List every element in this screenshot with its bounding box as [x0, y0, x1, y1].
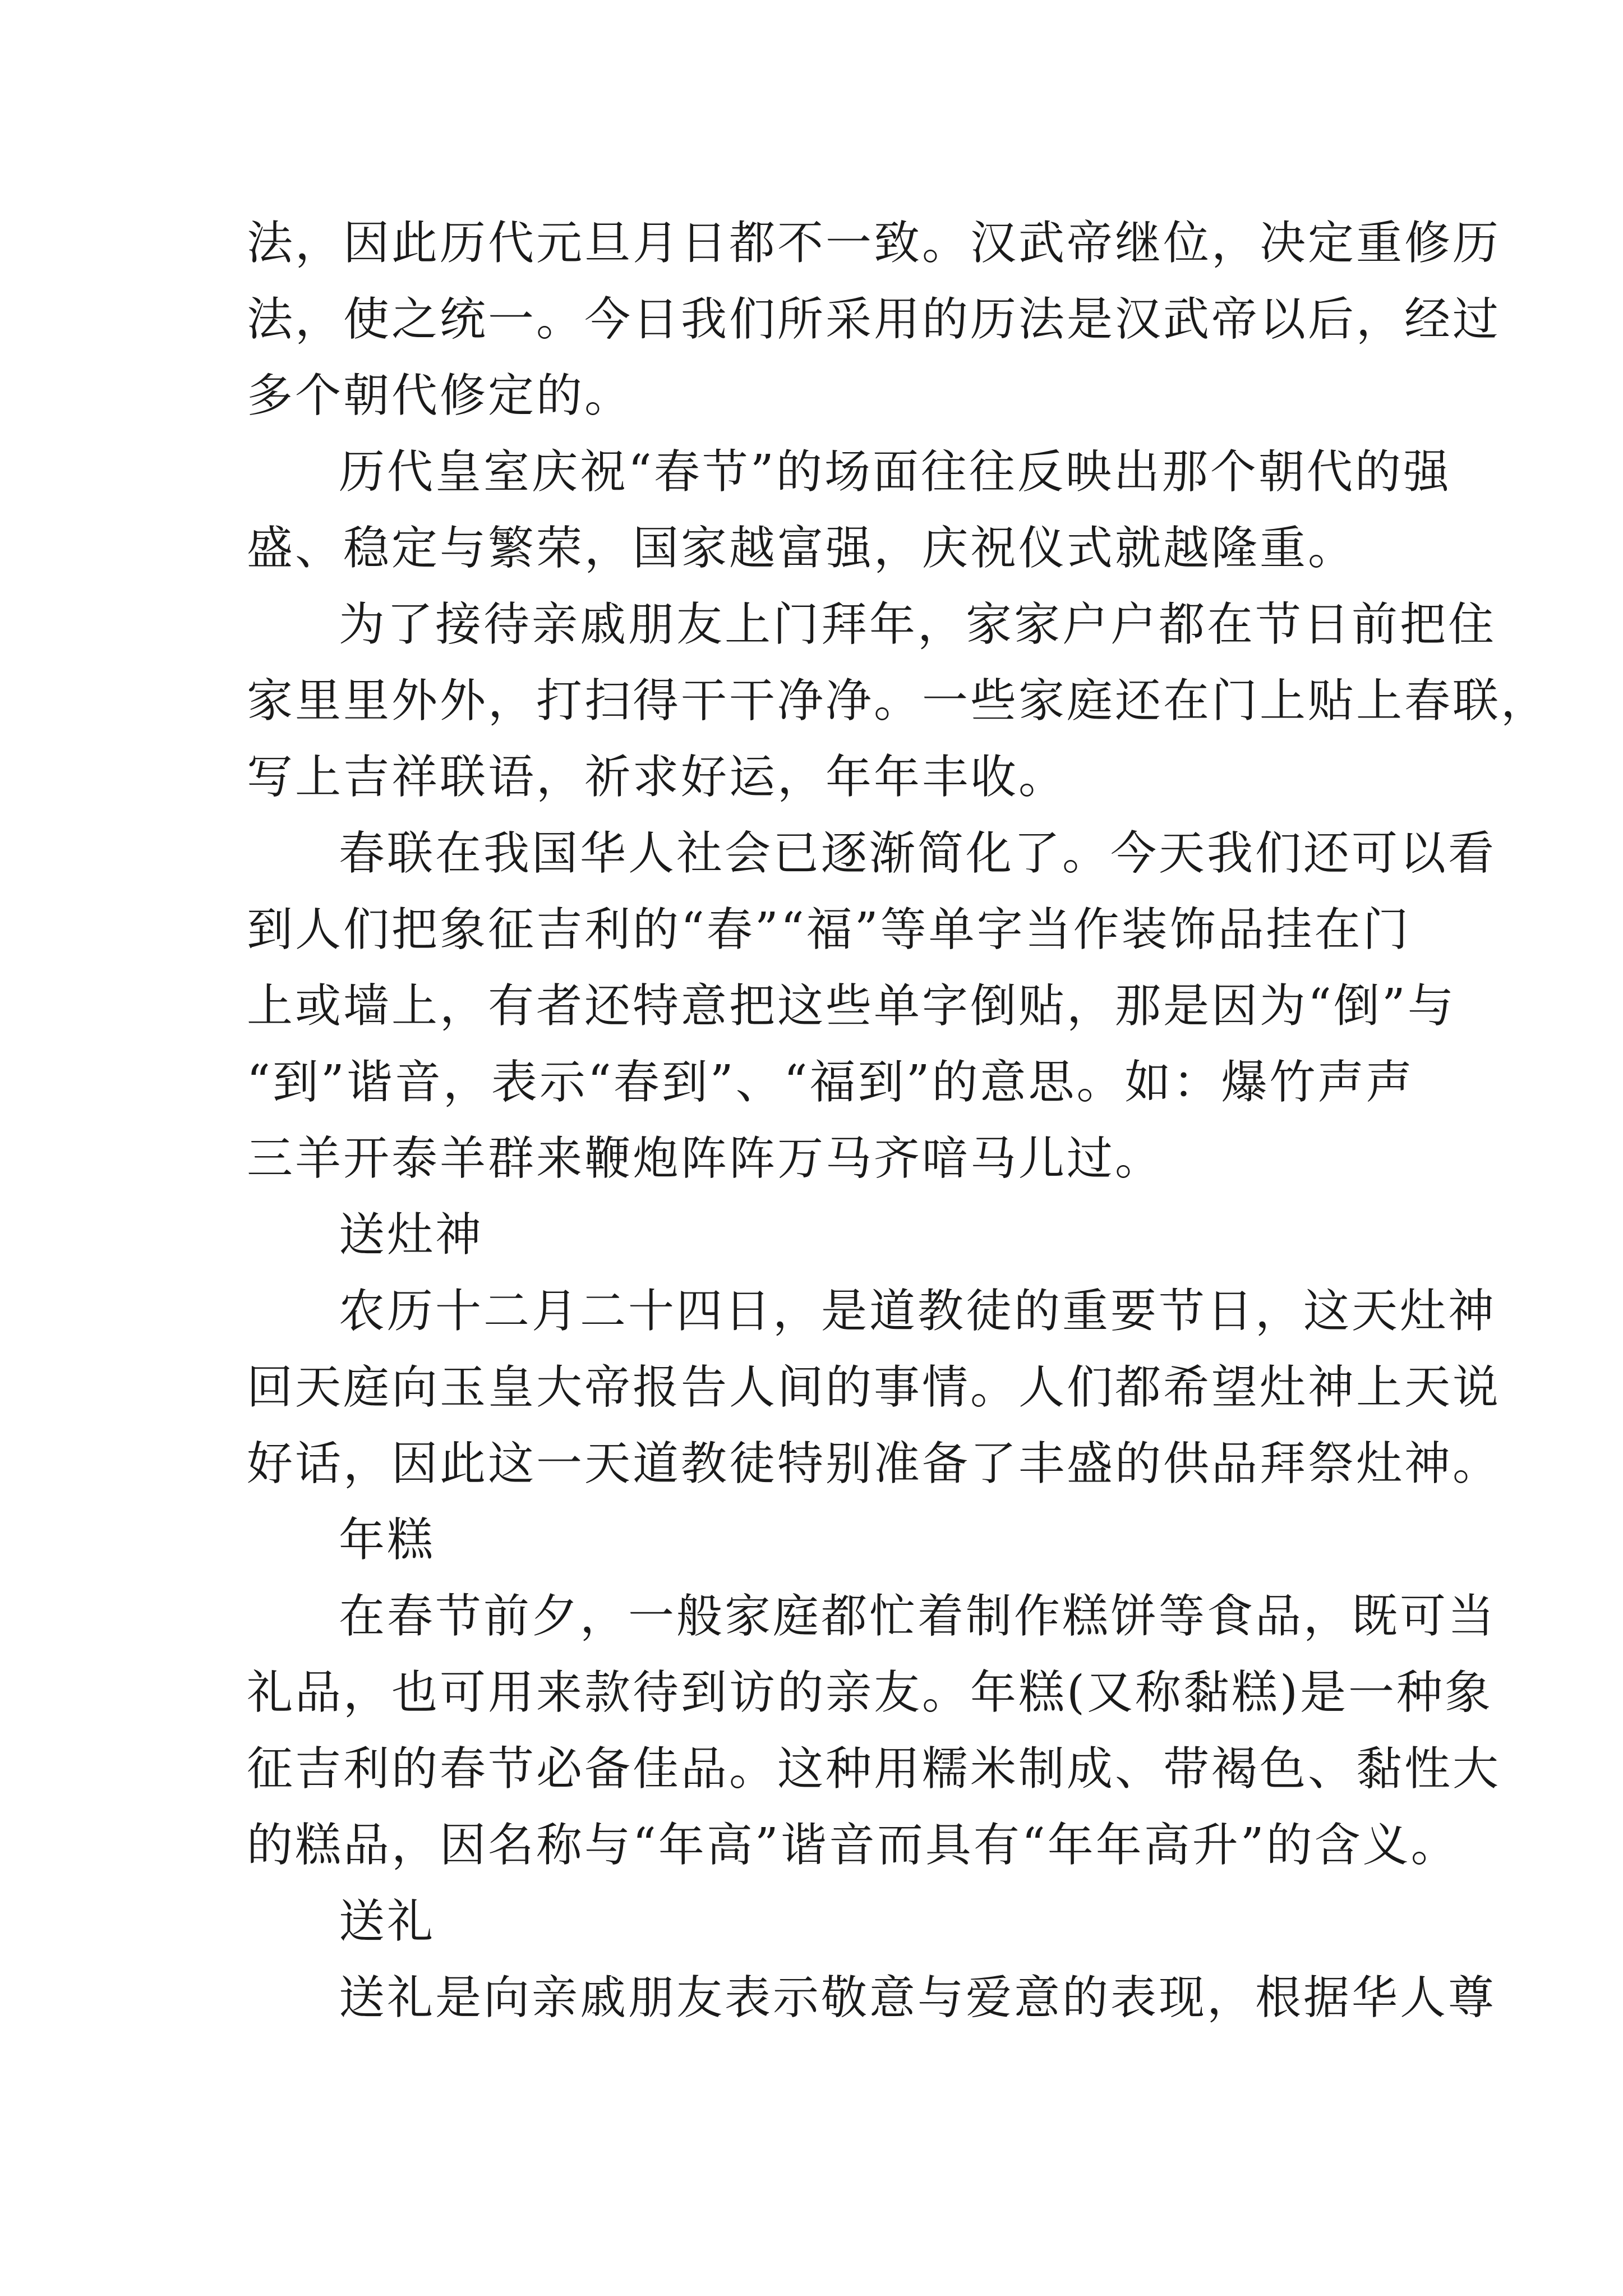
text-line: 回天庭向玉皇大帝报告人间的事情。人们都希望灶神上天说 [247, 1361, 1501, 1414]
text-line: “到”谐音，表示“春到”、“福到”的意思。如：爆竹声声 [247, 1056, 1414, 1109]
document-body [247, 205, 1550, 2036]
text-line: 礼品，也可用来款待到访的亲友。年糕(又称黏糕)是一种象 [247, 1666, 1493, 1719]
text-line: 多个朝代修定的。 [247, 369, 633, 422]
paragraph-first-line: 为了接待亲戚朋友上门拜年，家家户户都在节日前把住 [339, 598, 1497, 651]
text-line: 的糕品，因名称与“年高”谐音而具有“年年高升”的含义。 [247, 1819, 1459, 1872]
section-heading: 送灶神 [339, 1208, 484, 1262]
section-heading: 年糕 [339, 1513, 436, 1567]
paragraph-first-line: 春联在我国华人社会已逐渐简化了。今天我们还可以看 [339, 827, 1497, 880]
section-heading: 送礼 [339, 1895, 436, 1948]
text-line: 家里里外外，打扫得干干净净。一些家庭还在门上贴上春联， [247, 674, 1550, 728]
text-line: 法，使之统一。今日我们所采用的历法是汉武帝以后，经过 [247, 293, 1501, 346]
paragraph-first-line: 在春节前夕，一般家庭都忙着制作糕饼等食品，既可当 [339, 1590, 1497, 1643]
paragraph-first-line: 农历十二月二十四日，是道教徒的重要节日，这天灶神 [339, 1285, 1497, 1338]
text-line: 好话，因此这一天道教徒特别准备了丰盛的供品拜祭灶神。 [247, 1437, 1501, 1490]
text-line: 盛、稳定与繁荣，国家越富强，庆祝仪式就越隆重。 [247, 522, 1357, 575]
text-line: 上或墙上，有者还特意把这些单字倒贴，那是因为“倒”与 [247, 979, 1456, 1033]
paragraph-first-line: 历代皇室庆祝“春节”的场面往往反映出那个朝代的强 [339, 445, 1451, 499]
text-line: 写上吉祥联语，祈求好运，年年丰收。 [247, 751, 1067, 804]
text-line: 法，因此历代元旦月日都不一致。汉武帝继位，决定重修历 [247, 217, 1501, 270]
text-line: 到人们把象征吉利的“春”“福”等单字当作装饰品挂在门 [247, 903, 1411, 956]
text-line: 征吉利的春节必备佳品。这种用糯米制成、带褐色、黏性大 [247, 1742, 1501, 1796]
text-line: 三羊开泰羊群来鞭炮阵阵万马齐喑马儿过。 [247, 1132, 1164, 1185]
paragraph-first-line: 送礼是向亲戚朋友表示敬意与爱意的表现，根据华人尊 [339, 1971, 1497, 2024]
